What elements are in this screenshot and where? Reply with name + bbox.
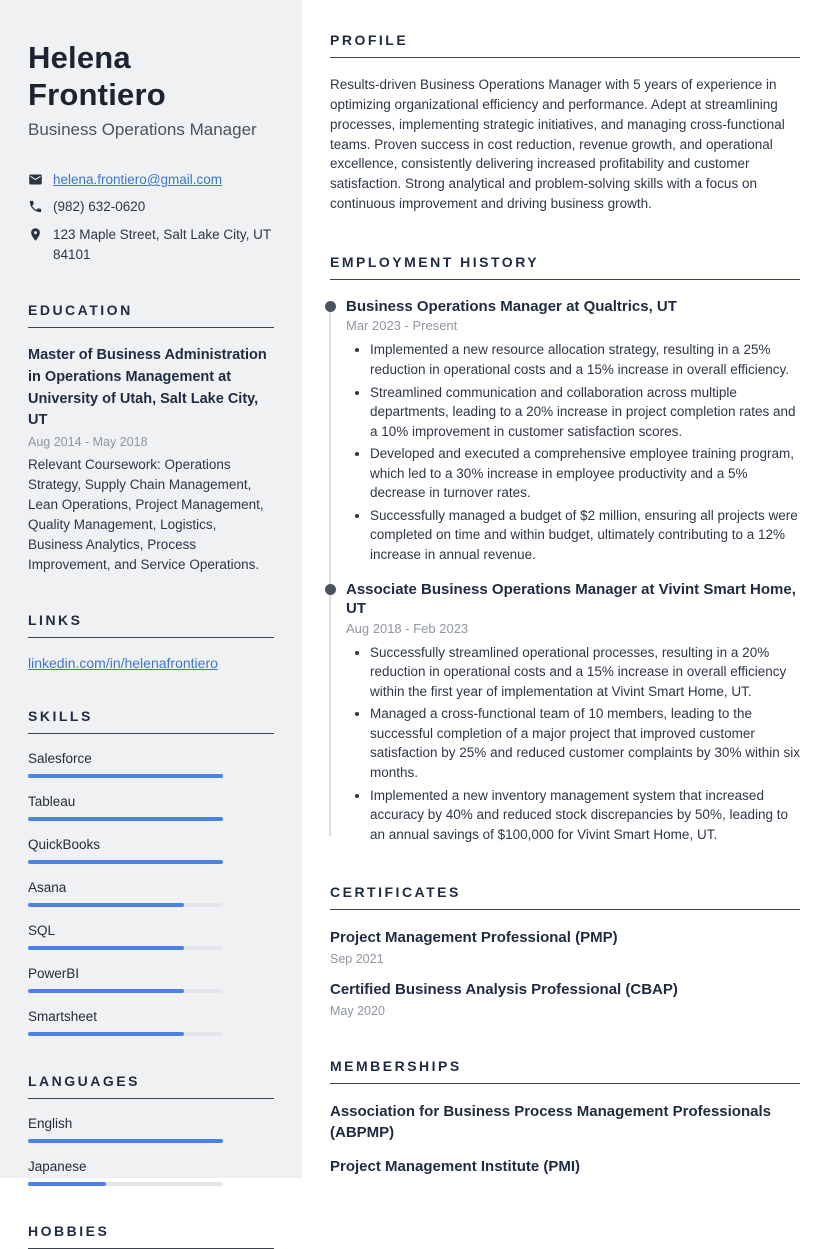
skill-name: Asana	[28, 879, 67, 895]
profile-summary: Results-driven Business Operations Manager with 5 years of experience in optimizing organizational efficiency and performance. Adept at streamlining processes, implementing strategic initiatives, and managing cross-functional teams. Proven success in cost reduction, revenue growth, and operational excellence, consistently delivering increased profitability and customer satisfaction. Strong analytical and problem-solving skills with a focus on continuous improvement and driving business growth.	[330, 77, 785, 212]
job-bullet: • Implemented a new resource allocation strategy, resulting in a 25% reduction in operational costs and a 15% increase in overall efficiency.	[370, 340, 800, 379]
membership-title: Project Management Institute (PMI)	[330, 1158, 581, 1176]
education-section	[28, 302, 274, 575]
person-job-title: Business Operations Manager	[28, 120, 257, 140]
job-bullet: • Successfully streamlined operational processes, resulting in a 20% reduction in operational costs and a 15% increase in overall efficiency within the first year of implementation at Vivint Smart Home, UT.	[370, 643, 800, 702]
contact-phone-row	[28, 197, 274, 217]
job-bullet: • Managed a cross-functional team of 10 members, leading to the successful completion of a major project that improved customer satisfaction by 25% and reduced customer complaints by 30% within six months.	[370, 704, 800, 782]
employment-section	[330, 254, 800, 844]
skill-bar-track	[28, 1032, 223, 1036]
membership-title: Association for Business Process Management Professionals (ABPMP)	[330, 1102, 771, 1142]
language-bar-track	[28, 1139, 223, 1143]
membership-item	[330, 1101, 800, 1145]
skill-item	[28, 794, 274, 821]
certificates-heading: CERTIFICATES	[330, 884, 461, 901]
skill-bar-track	[28, 946, 223, 950]
skill-bar-fill	[28, 817, 223, 821]
hobbies-heading-wrap	[28, 1223, 274, 1249]
job-entry	[330, 297, 800, 565]
language-item	[28, 1159, 274, 1186]
language-name: Japanese	[28, 1158, 87, 1174]
skill-bar-track	[28, 903, 223, 907]
linkedin-link[interactable]: linkedin.com/in/helenafrontiero	[28, 654, 218, 671]
education-dates: Aug 2014 - May 2018	[28, 435, 148, 450]
skill-bar-track	[28, 860, 223, 864]
location-pin-icon	[28, 227, 43, 242]
skill-bar-fill	[28, 903, 184, 907]
certificates-section	[330, 884, 800, 1018]
hobbies-section	[28, 1223, 274, 1249]
job-bullet: • Successfully managed a budget of $2 million, ensuring all projects were completed on time and within budget, ultimately contributing to a 12% increase in annual revenue.	[370, 506, 800, 565]
skill-bar-track	[28, 989, 223, 993]
job-title: Associate Business Operations Manager at Vivint Smart Home, UT	[346, 580, 796, 618]
skill-bar-fill	[28, 860, 223, 864]
certificate-title: Project Management Professional (PMP)	[330, 929, 618, 947]
skill-bar-track	[28, 817, 223, 821]
contact-address-row	[28, 225, 274, 266]
profile-heading: PROFILE	[330, 32, 409, 48]
skill-name: PowerBI	[28, 965, 80, 981]
certificate-item	[330, 979, 800, 1018]
languages-heading-wrap	[28, 1073, 274, 1099]
person-name: Helena Frontiero	[28, 40, 166, 112]
job-dates: Aug 2018 - Feb 2023	[346, 620, 469, 636]
skill-item	[28, 1009, 274, 1036]
language-bar-track	[28, 1182, 223, 1186]
memberships-heading: MEMBERSHIPS	[330, 1057, 462, 1074]
memberships-section	[330, 1058, 800, 1178]
profile-heading-wrap	[330, 32, 800, 58]
certificate-date: May 2020	[330, 1003, 385, 1018]
main-column	[302, 0, 833, 1178]
skill-item	[28, 923, 274, 950]
skill-bar-fill	[28, 989, 184, 993]
languages-section	[28, 1073, 274, 1186]
job-bullet: • Implemented a new inventory management system that increased accuracy by 40% and reduced stock discrepancies by 50%, leading to an annual savings of $100,000 for Vivint Smart Home, UT.	[370, 786, 800, 845]
job-entry	[330, 580, 800, 845]
skill-item	[28, 837, 274, 864]
membership-item	[330, 1156, 800, 1178]
language-item	[28, 1116, 274, 1143]
languages-heading: LANGUAGES	[28, 1072, 140, 1089]
profile-section	[330, 32, 800, 214]
job-bullet-list	[346, 643, 800, 845]
skills-heading-wrap	[28, 708, 274, 734]
skill-item	[28, 966, 274, 993]
employment-heading-wrap	[330, 254, 800, 280]
skill-name: Tableau	[28, 793, 76, 809]
memberships-heading-wrap	[330, 1058, 800, 1084]
skills-section	[28, 708, 274, 1036]
employment-heading: EMPLOYMENT HISTORY	[330, 253, 540, 270]
job-dates: Mar 2023 - Present	[346, 318, 458, 334]
language-bar-fill	[28, 1139, 223, 1143]
certificate-item	[330, 927, 800, 966]
education-heading-wrap	[28, 302, 274, 328]
email-link[interactable]: helena.frontiero@gmail.com	[53, 172, 223, 188]
skill-name: Smartsheet	[28, 1008, 98, 1024]
language-name: English	[28, 1115, 73, 1131]
hobbies-heading: HOBBIES	[28, 1222, 110, 1239]
skill-bar-fill	[28, 774, 223, 778]
contact-block	[28, 170, 274, 265]
skills-heading: SKILLS	[28, 707, 93, 724]
skill-name: Salesforce	[28, 750, 92, 766]
certificate-title: Certified Business Analysis Professional (CBAP)	[330, 980, 678, 998]
contact-email-row	[28, 170, 274, 190]
job-bullet: • Developed and executed a comprehensive employee training program, which led to a 30% increase in employee productivity and a 5% decrease in turnover rates.	[370, 444, 800, 503]
education-description: Relevant Coursework: Operations Strategy, Supply Chain Management, Lean Operations, Project Management, Quality Management, Logistics, Business Analytics, Process Improvement, and Service Operations.	[28, 457, 264, 572]
skill-bar-track	[28, 774, 223, 778]
phone-icon	[28, 199, 43, 214]
email-icon	[28, 172, 43, 187]
certificates-heading-wrap	[330, 884, 800, 910]
job-bullet-list	[346, 340, 800, 564]
links-heading-wrap	[28, 612, 274, 638]
skill-item	[28, 751, 274, 778]
skill-name: SQL	[28, 922, 56, 938]
skill-item	[28, 880, 274, 907]
language-bar-fill	[28, 1182, 106, 1186]
sidebar	[0, 0, 302, 1239]
employment-timeline	[330, 297, 800, 844]
links-heading: LINKS	[28, 611, 83, 628]
address-text: 123 Maple Street, Salt Lake City, UT 84101	[53, 226, 271, 262]
links-section	[28, 612, 274, 671]
education-heading: EDUCATION	[28, 302, 133, 319]
job-bullet: • Streamlined communication and collaboration across multiple departments, leading to a 20% increase in project completion rates and a 10% improvement in customer satisfaction scores.	[370, 383, 800, 442]
skill-bar-fill	[28, 1032, 184, 1036]
education-degree: Master of Business Administration in Operations Management at University of Utah, Salt Lake City, UT	[28, 347, 267, 429]
phone-number: (982) 632-0620	[53, 199, 146, 215]
certificate-date: Sep 2021	[330, 951, 384, 966]
skill-bar-fill	[28, 946, 184, 950]
skill-name: QuickBooks	[28, 836, 101, 852]
job-title: Business Operations Manager at Qualtrics, UT	[346, 297, 677, 315]
